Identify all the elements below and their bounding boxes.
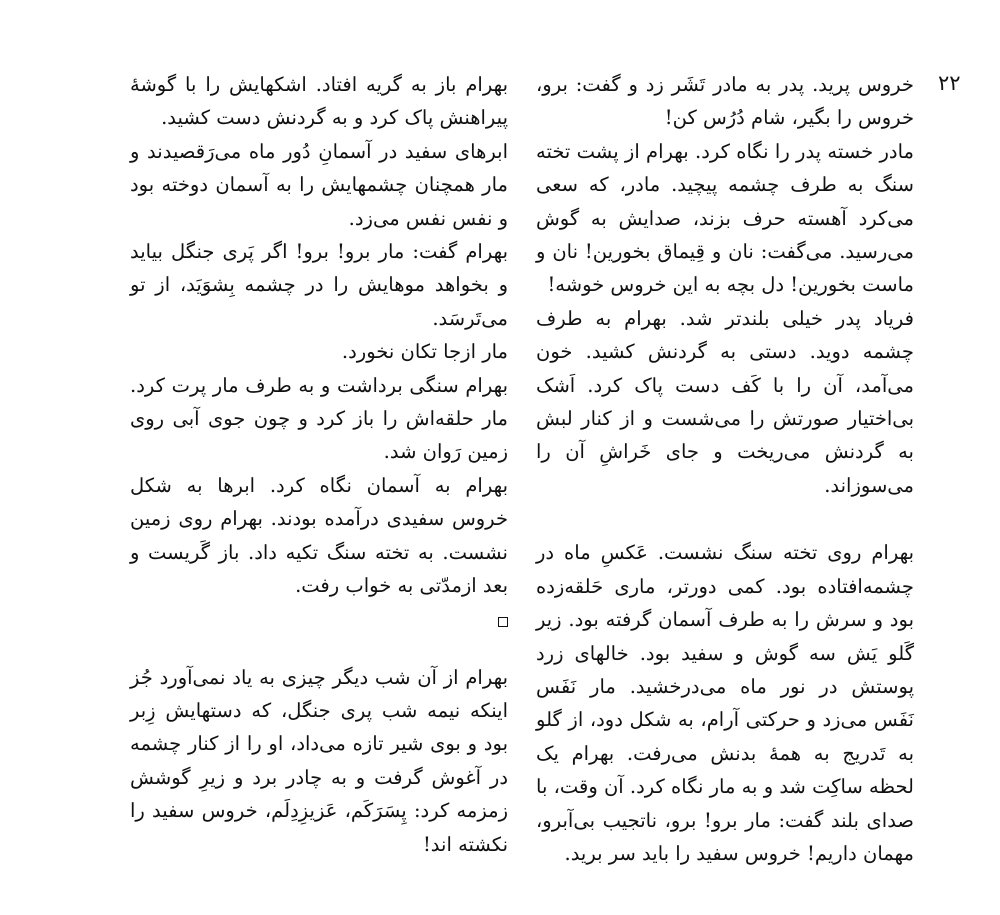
paragraph: مادر خسته پدر را نگاه کرد. بهرام از پشت تخته سنگ به طرف چشمه پیچید. مادر، که سعی می‌کرد آهسته حرف بزند، صدایش به گوش می‌رسید. می‌گفت: نان و قِیماق بخورین! نان و ماست بخورین! دل بچه به این خروس خوشه! (536, 139, 914, 297)
paragraph: مار ازجا تکان نخورد. (341, 340, 508, 364)
section-gap (536, 502, 914, 536)
page-number: ۲۲ (938, 71, 961, 95)
paragraph: فریاد پدر خیلی بلندتر شد. بهرام به طرف چشمه دوید. دستی به گردنش کشید. خون می‌آمد، آن را با کَف دست پاک کرد. اَشک بی‌اختیار صورتش را می‌شست و از کنار لبش به گردنش می‌ریخت و جای خَراشِ آن را می‌سوزاند. (536, 306, 914, 497)
paragraph: بهرام باز به گریه افتاد. اشکهایش را با گوشهٔ پیراهنش پاک کرد و به گردنش دست کشید. (130, 73, 508, 130)
right-column (536, 68, 914, 870)
paragraph: بهرام گفت: مار برو! برو! اگر پَری جنگل بیاید و بخواهد موهایش را در چشمه بِشوَیَد، از تو می‌تَرسَد. (130, 240, 508, 330)
paragraph: خروس پرید. پدر به مادر تَشَر زد و گفت: برو، خروس را بگیر، شام دُرُس کن! (536, 73, 914, 130)
paragraph: بهرام از آن شب دیگر چیزی به یاد نمی‌آورد جُز اینکه نیمه شب پری جنگل، که دستهایش زِبر بود و بوی شیر تازه می‌داد، او را از کنار چشمه در آغوش گرفت و به چادر برد و زیرِ گوشش زمزمه کرد: پِسَرَکَم، عَزیزِدِلَم، خروس سفید را نکشته اند! (130, 665, 508, 856)
paragraph: بهرام به آسمان نگاه کرد. ابرها به شکل خروس سفیدی درآمده بودند. بهرام روی زمین نشست. به تخته سنگ تکیه داد. باز گَریست و بعد ازمدّتی به خواب رفت. (130, 473, 509, 598)
paragraph: بهرام سنگی برداشت و به طرف مار پرت کرد. مار حلقه‌اش را باز کرد و چون جوی آبی روی زمین رَوان شد. (130, 373, 508, 464)
left-column (130, 68, 508, 861)
section-gap (130, 627, 508, 661)
section-end-square-icon (498, 617, 508, 627)
paragraph: ابرهای سفید در آسمانِ دُور ماه می‌رَقصیدند و مار همچنان چشمهایش را به آسمان دوخته بود و نفس نفس می‌زد. (130, 139, 508, 230)
paragraph: بهرام روی تخته سنگ نشست. عَکسِ ماه در چشمه‌افتاده بود. کمی دورتر، ماری حَلقه‌زده بود و سرش را به طرف آسمان گرفته بود. زیر گَلو یَش سه گوش و سفید بود. خالهای زرد پوستش در نور ماه می‌درخشید. مار نَفَس نَفَس می‌زد و حرکتی آرام، به شکل دود، از گلو به تَدریج به همهٔ بدنش می‌رفت. بهرام یک لحظه ساکِت شد و به مار نگاه کرد. آن وقت، با صدای بلند گفت: مار برو! برو، ناتجیب بی‌آبرو، مهمان داریم! خروس سفید را باید سر برید. (536, 541, 914, 865)
